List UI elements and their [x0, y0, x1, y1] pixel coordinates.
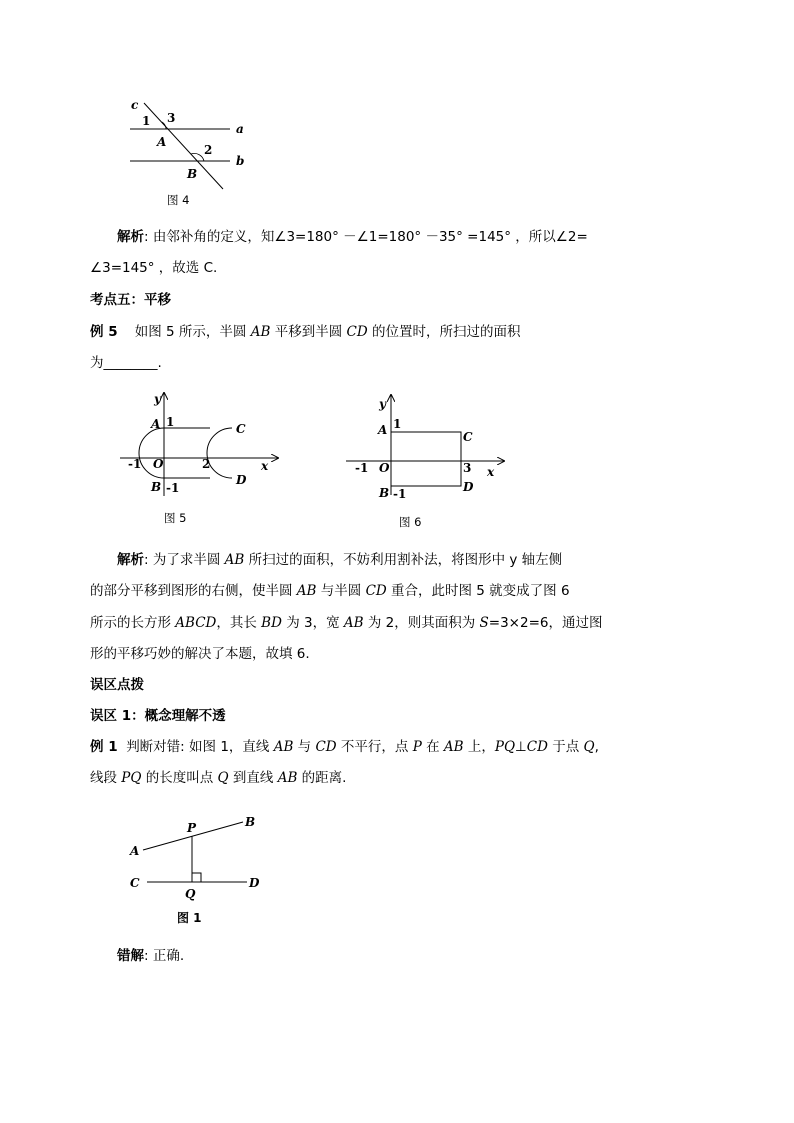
analysis-2-line: 的部分平移到图形的右侧，使半圆 AB 与半圆 CD 重合，此时图 5 就变成了图 6: [90, 583, 570, 599]
label-C: C: [463, 430, 473, 444]
label-neg1-y: -1: [393, 487, 407, 501]
label-x: x: [261, 459, 269, 473]
label-Q: Q: [185, 887, 196, 901]
example-label: 例 5: [90, 324, 118, 340]
wrong-answer-label: 错解: [117, 948, 144, 964]
label-3: 3: [167, 111, 176, 125]
analysis-label: 解析: [117, 229, 144, 245]
analysis-2-line: 形的平移巧妙的解决了本题，故填 6.: [90, 646, 310, 662]
analysis-line: ∠3=145° ，故选 C.: [90, 260, 218, 276]
figure-5: [118, 388, 288, 528]
angle-2-arc: [191, 153, 204, 161]
label-B: B: [187, 167, 198, 181]
label-A: A: [378, 423, 388, 437]
label-x: x: [487, 465, 495, 479]
label-D: D: [249, 876, 260, 890]
label-B: B: [151, 480, 162, 494]
example-1-line: 例 1 判断对错: 如图 1，直线 AB 与 CD 不平行，点 P 在 AB 上，PQ⊥CD 于点 Q,: [90, 739, 599, 755]
caption: 图 5: [164, 511, 187, 525]
label-1: 1: [166, 415, 175, 429]
label-3: 3: [463, 461, 472, 475]
analysis-2-line: 所示的长方形 ABCD，其长 BD 为 3，宽 AB 为 2，则其面积为 S=3×2=6，通过图: [90, 615, 603, 631]
label-2: 2: [204, 143, 213, 157]
label-D: D: [463, 480, 474, 494]
label-y: y: [154, 392, 161, 406]
label-A: A: [151, 417, 161, 431]
label-C: C: [130, 876, 140, 890]
section-heading: 误区点拨: [90, 677, 144, 693]
label-c: c: [131, 98, 139, 112]
label-A: A: [157, 135, 167, 149]
section-heading: 考点五：平移: [90, 292, 171, 308]
wrong-answer-line: 错解: 正确.: [117, 948, 185, 964]
caption: 图 6: [399, 515, 422, 529]
label-neg1-y: -1: [166, 481, 180, 495]
right-angle-mark: [192, 873, 201, 882]
label-C: C: [236, 422, 246, 436]
label-y: y: [379, 397, 386, 411]
label-B: B: [379, 486, 390, 500]
label-2: 2: [202, 457, 211, 471]
label-1: 1: [393, 417, 402, 431]
figure-4: [120, 96, 280, 211]
caption: 图 1: [177, 911, 202, 925]
subsection-heading: 误区 1：概念理解不透: [90, 708, 226, 724]
label-O: O: [379, 461, 390, 475]
analysis-2-line: 解析: 为了求半圆 AB 所扫过的面积，不妨利用割补法，将图形中 y 轴左侧: [117, 552, 563, 568]
label-D: D: [236, 473, 247, 487]
example-label: 例 1: [90, 739, 118, 755]
label-a: a: [236, 122, 244, 136]
semicircle-CD: [207, 428, 232, 478]
analysis-label: 解析: [117, 552, 144, 568]
label-b: b: [236, 154, 245, 168]
figure-6: [344, 390, 514, 530]
label-A: A: [130, 844, 140, 858]
example-1-line: 线段 PQ 的长度叫点 Q 到直线 AB 的距离.: [90, 770, 347, 786]
label-neg1: -1: [355, 461, 369, 475]
label-O: O: [153, 457, 164, 471]
label-neg1: -1: [128, 457, 142, 471]
example-5-line: 例 5 如图 5 所示，半圆 AB 平移到半圆 CD 的位置时，所扫过的面积: [90, 324, 521, 340]
rectangle-ABCD: [391, 432, 461, 486]
figure-1: [125, 810, 275, 930]
example-5-line: 为________.: [90, 355, 162, 371]
label-P: P: [187, 821, 197, 835]
caption: 图 4: [167, 193, 190, 207]
label-1: 1: [142, 114, 151, 128]
analysis-line: 解析: 由邻补角的定义，知∠3=180° －∠1=180° －35° =145° ，所以∠2=: [117, 229, 588, 245]
label-B: B: [245, 815, 256, 829]
